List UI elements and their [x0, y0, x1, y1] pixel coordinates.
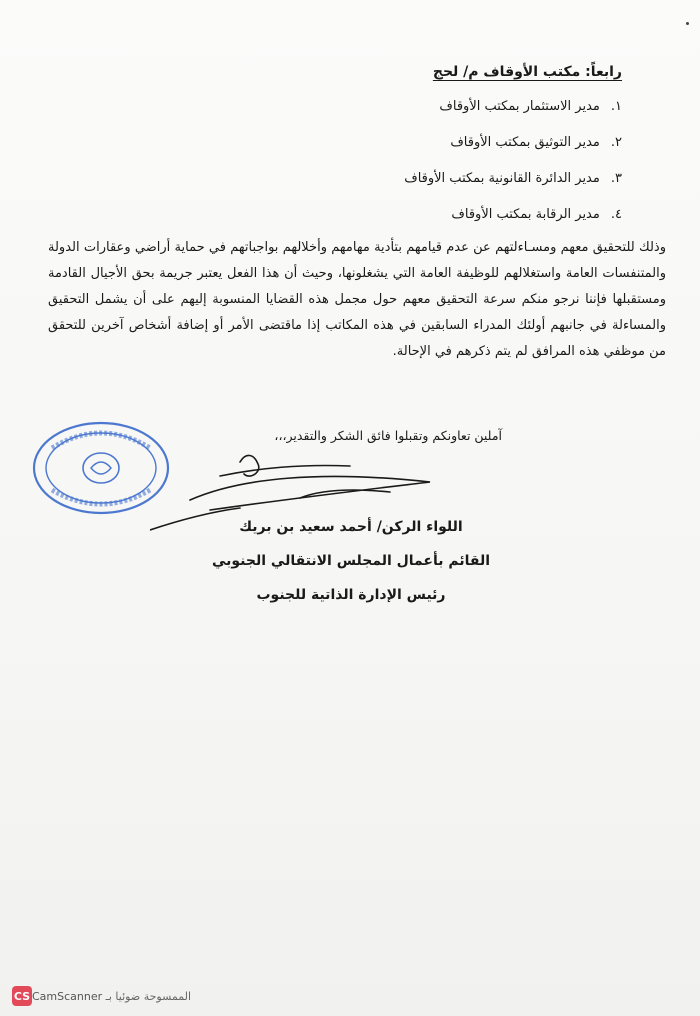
recipients-list [404, 96, 622, 240]
list-item [404, 132, 622, 168]
list-item-number: ٢. [610, 135, 622, 150]
list-item [404, 96, 622, 132]
list-item-text: مدير الدائرة القانونية بمكتب الأوقاف [404, 171, 600, 186]
scanner-label: الممسوحة ضوئيا بـ CamScanner [32, 989, 192, 1003]
list-item-number: ٣. [610, 171, 622, 186]
scanner-watermark [8, 986, 191, 1006]
scan-speck [686, 22, 689, 25]
scanner-app-name: CamScanner [32, 989, 103, 1003]
closing-line: آملين تعاونكم وتقبلوا فائق الشكر والتقدير،،، [274, 428, 502, 443]
list-item-text: مدير التوثيق بمكتب الأوقاف [450, 135, 600, 150]
seal-emblem-icon [83, 453, 119, 483]
body-paragraph: وذلك للتحقيق معهم ومسـاءلتهم عن عدم قيامهم بتأدية مهامهم وأخلالهم بواجباتهم في حماية أراضي وعقارات الدولة والمتنفسات العامة واستغلالهم للوظيفة العامة التي يشغلونها، وحيث أن هذا الفعل يعتبر جريمة بحق الأجيال القادمة ومستقبلها فإننا نرجو منكم سرعة التحقيق معهم حول مجمل هذه القضايا المنسوبة إليهم على أن يشمل التحقيق والمساءلة في جانبهم أولئك المدراء السابقين في هذه المكاتب إذا ماقتضى الأمر أو إضافة أشخاص آخرين للتحقق من موظفي هذه المرافق لم يتم ذكرهم في الإحالة. [48, 240, 666, 359]
list-item-text: مدير الرقابة بمكتب الأوقاف [451, 207, 600, 222]
section-heading: رابعاً: مكتب الأوقاف م/ لحج [432, 64, 622, 80]
signatory-position: رئيس الإدارة الذاتية للجنوب [256, 587, 446, 603]
signatory-title: القائم بأعمال المجلس الانتقالي الجنوبي [211, 553, 490, 569]
list-item-text: مدير الاستثمار بمكتب الأوقاف [439, 99, 600, 114]
signature-block [212, 510, 490, 612]
list-item-number: ٤. [610, 207, 622, 222]
signatory-name: اللواء الركن/ أحمد سعيد بن بريك [239, 519, 463, 535]
list-item [404, 168, 622, 204]
list-item-number: ١. [610, 99, 622, 114]
camscanner-logo-icon: CS [12, 986, 32, 1006]
